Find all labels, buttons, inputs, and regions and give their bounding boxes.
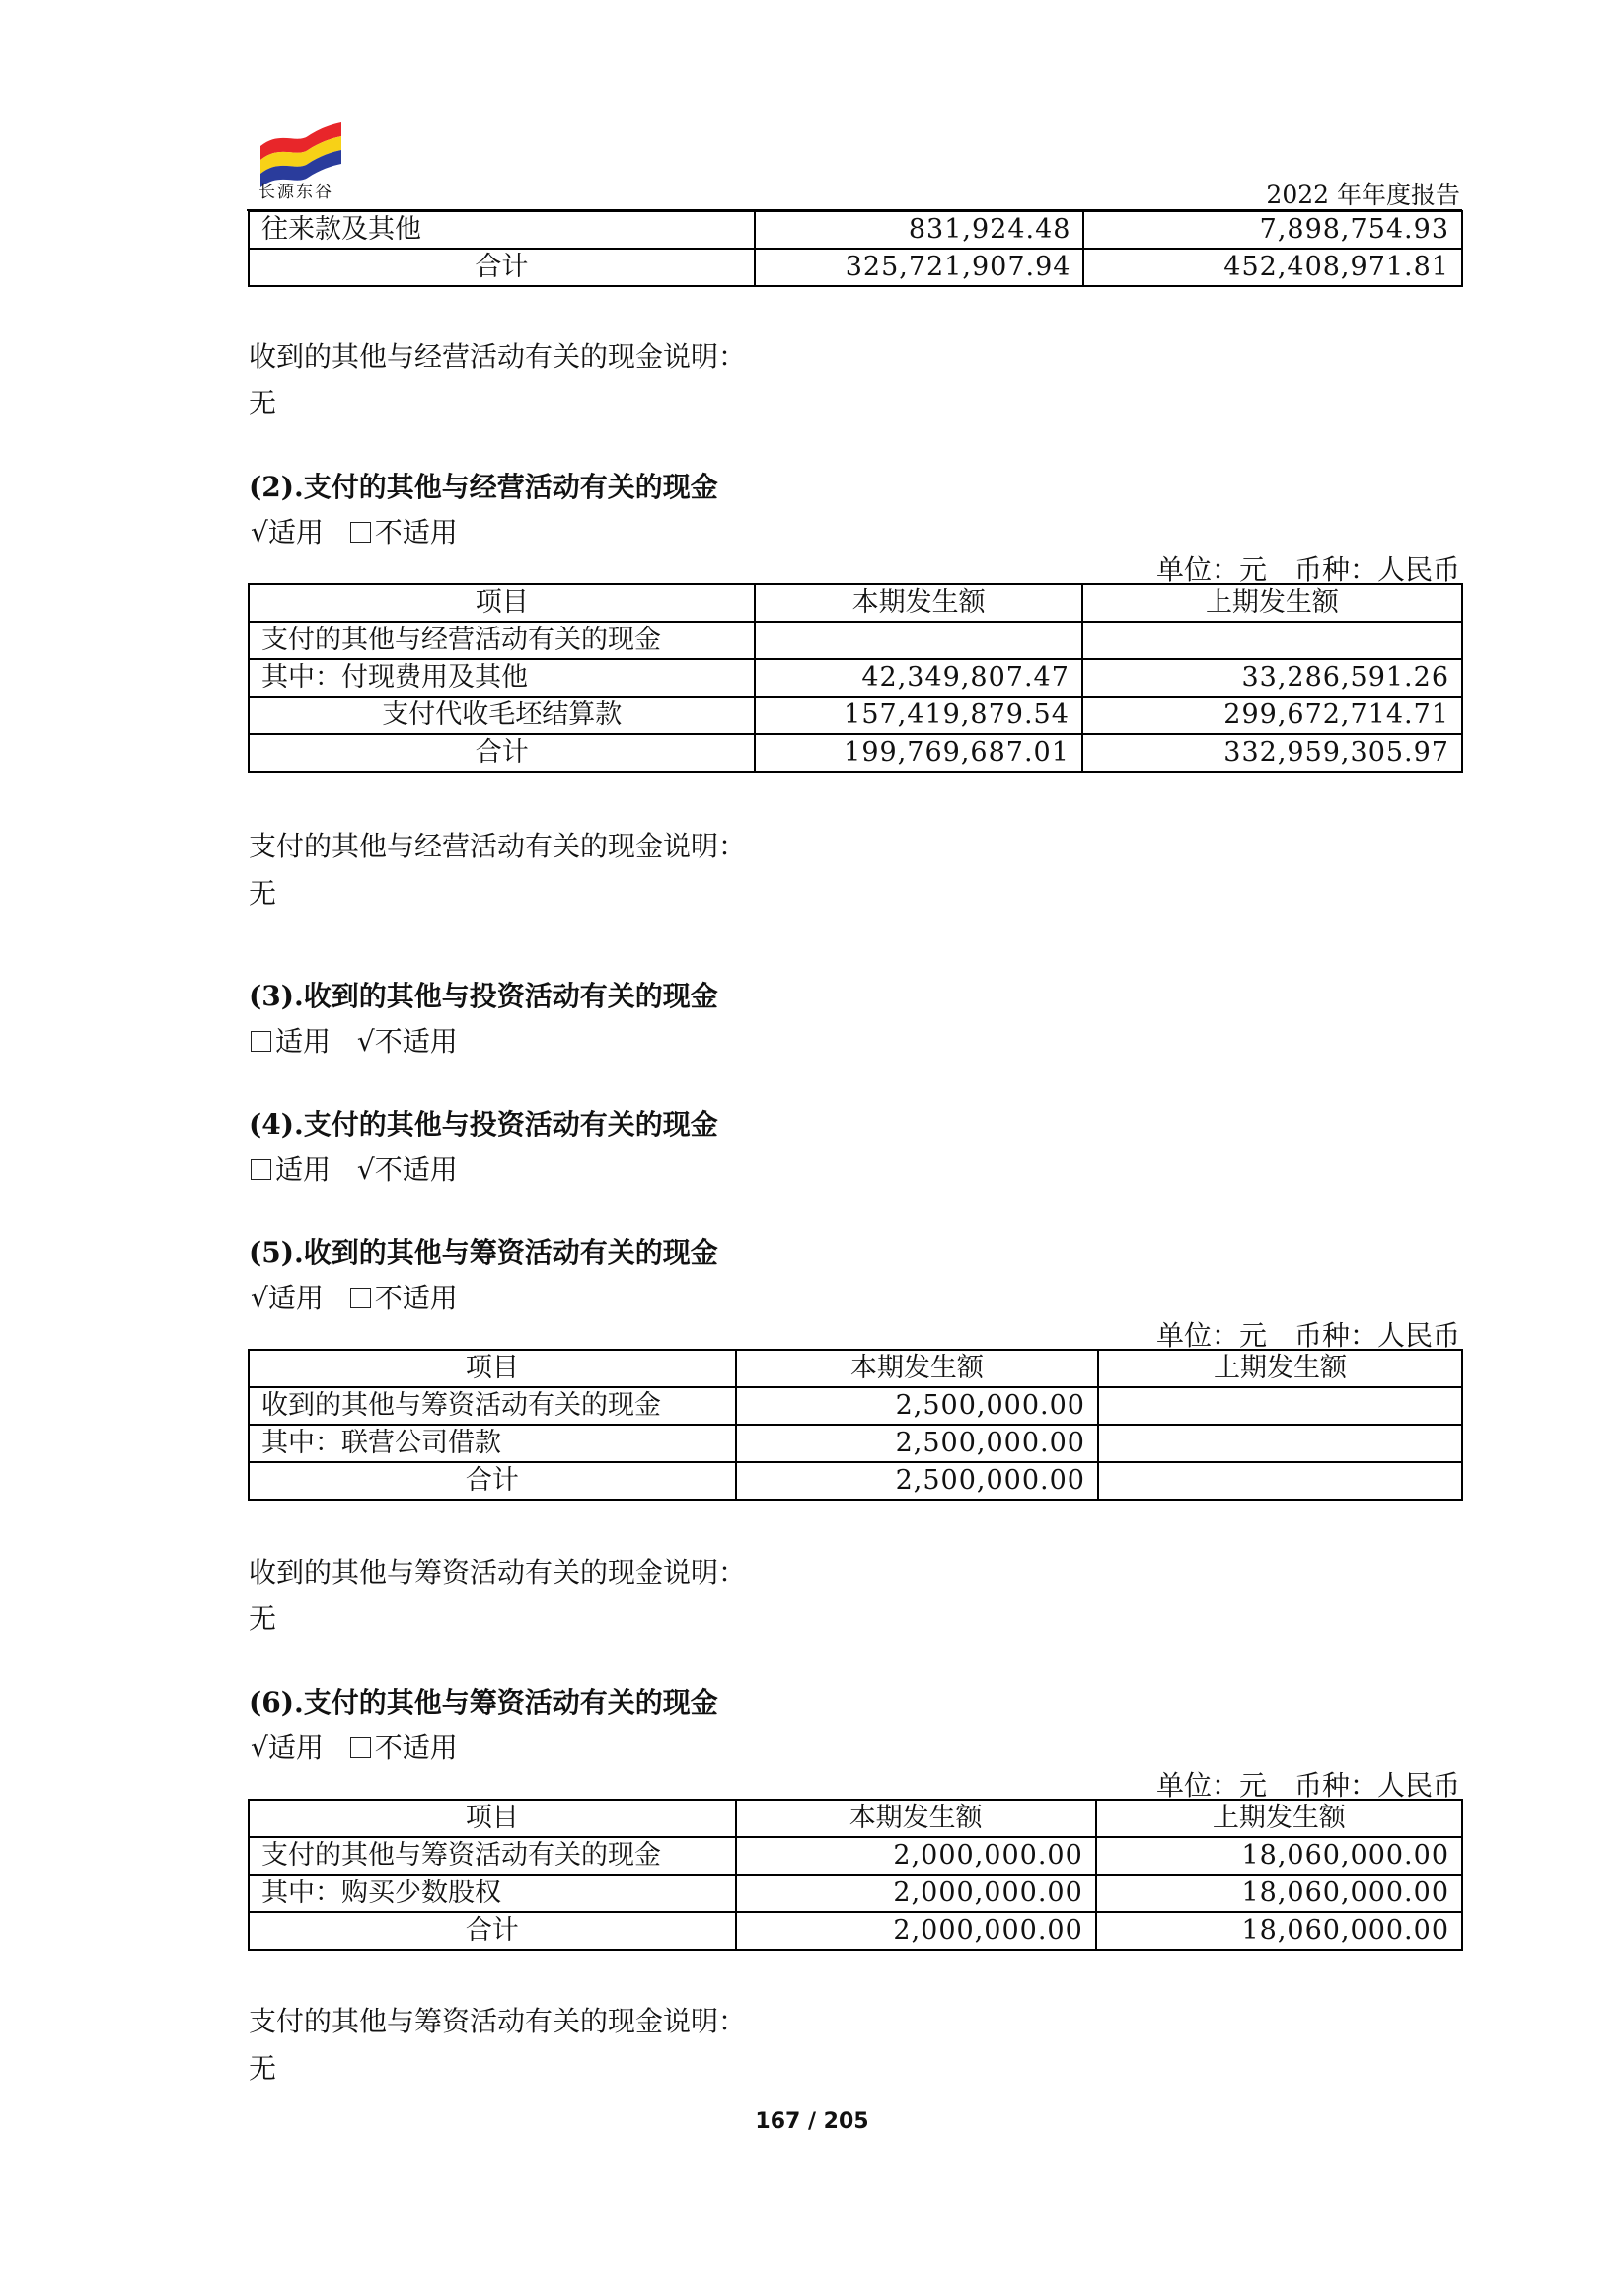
table-row <box>249 1462 1462 1500</box>
table-cell-previous: 332,959,305.97 <box>1082 734 1462 772</box>
table-cell-current <box>755 622 1081 659</box>
table-row <box>249 211 1462 249</box>
page-number: 167 / 205 <box>755 2109 869 2134</box>
table-cell-current: 2,000,000.00 <box>736 1837 1096 1875</box>
unit-currency-label: 单位：元 币种：人民币 <box>1155 553 1460 586</box>
column-header: 上期发生额 <box>1082 584 1462 622</box>
note-label: 收到的其他与筹资活动有关的现金说明： <box>249 1556 747 1588</box>
table-cell-current: 42,349,807.47 <box>755 659 1081 697</box>
table-cell-item: 合计 <box>249 249 755 286</box>
table-cell-previous: 33,286,591.26 <box>1082 659 1462 697</box>
column-header: 本期发生额 <box>736 1800 1096 1837</box>
option-label: 不适用 <box>374 516 458 549</box>
note-label: 支付的其他与经营活动有关的现金说明： <box>249 830 747 862</box>
table-row <box>249 734 1462 772</box>
note-value: 无 <box>249 877 277 910</box>
table-cell-item: 收到的其他与筹资活动有关的现金 <box>249 1387 736 1425</box>
table-row <box>249 697 1462 734</box>
section-heading: (6).支付的其他与筹资活动有关的现金 <box>249 1686 718 1719</box>
table-cell-current: 2,500,000.00 <box>736 1425 1098 1462</box>
check-icon: √ <box>356 1153 375 1186</box>
table-cell-current: 2,000,000.00 <box>736 1912 1096 1950</box>
column-header: 项目 <box>249 1800 736 1837</box>
option-label: 适用 <box>267 1282 324 1314</box>
table-row <box>249 659 1462 697</box>
check-icon: √ <box>356 1025 375 1058</box>
table-header-row <box>249 1350 1462 1387</box>
table-cell-item: 合计 <box>249 734 755 772</box>
table-cell-previous <box>1098 1462 1462 1500</box>
table-header-row <box>249 584 1462 622</box>
table-cell-previous: 18,060,000.00 <box>1096 1912 1462 1950</box>
checkbox-empty-icon <box>350 522 371 543</box>
table-row <box>249 1875 1462 1912</box>
check-icon: √ <box>251 1282 268 1314</box>
table-row <box>249 1387 1462 1425</box>
checkbox-empty-icon <box>350 1737 371 1758</box>
table-row <box>249 249 1462 286</box>
note-value: 无 <box>249 2052 277 2085</box>
applicability-options <box>251 1277 458 1316</box>
check-icon: √ <box>251 1732 268 1764</box>
column-header: 上期发生额 <box>1096 1800 1462 1837</box>
check-icon: √ <box>251 516 268 549</box>
table-cell-previous: 7,898,754.93 <box>1083 211 1462 249</box>
unit-currency-label: 单位：元 币种：人民币 <box>1155 1769 1460 1802</box>
option-label: 适用 <box>275 1025 332 1058</box>
note-value: 无 <box>249 1602 277 1635</box>
option-label: 不适用 <box>374 1153 458 1186</box>
section-heading: (2).支付的其他与经营活动有关的现金 <box>249 471 718 503</box>
report-title: 2022 年年度报告 <box>1266 181 1460 209</box>
checkbox-empty-icon <box>251 1031 271 1052</box>
table-cell-item: 其中：付现费用及其他 <box>249 659 755 697</box>
table-cell-item: 支付的其他与筹资活动有关的现金 <box>249 1837 736 1875</box>
applicability-options <box>251 1727 458 1766</box>
note-label: 支付的其他与筹资活动有关的现金说明： <box>249 2005 747 2037</box>
applicability-options <box>251 1148 458 1188</box>
note-label: 收到的其他与经营活动有关的现金说明： <box>249 340 747 373</box>
table-cell-item: 支付代收毛坯结算款 <box>249 697 755 734</box>
column-header: 本期发生额 <box>755 584 1081 622</box>
section-heading: (4).支付的其他与投资活动有关的现金 <box>249 1108 718 1141</box>
option-label: 不适用 <box>374 1282 458 1314</box>
column-header: 项目 <box>249 1350 736 1387</box>
table-cell-previous: 18,060,000.00 <box>1096 1837 1462 1875</box>
table-cell-current: 325,721,907.94 <box>755 249 1084 286</box>
unit-currency-label: 单位：元 币种：人民币 <box>1155 1319 1460 1352</box>
section-heading: (5).收到的其他与筹资活动有关的现金 <box>249 1236 718 1269</box>
table-cell-current: 2,500,000.00 <box>736 1387 1098 1425</box>
table-cell-current: 157,419,879.54 <box>755 697 1081 734</box>
table-cell-previous: 18,060,000.00 <box>1096 1875 1462 1912</box>
option-label: 适用 <box>267 1732 324 1764</box>
table-cell-item: 合计 <box>249 1912 736 1950</box>
table-cell-current: 2,500,000.00 <box>736 1462 1098 1500</box>
table-cell-item: 其中：联营公司借款 <box>249 1425 736 1462</box>
table-operating-received-continued <box>248 210 1463 287</box>
table-financing-received <box>248 1349 1463 1501</box>
column-header: 上期发生额 <box>1098 1350 1462 1387</box>
table-cell-item: 合计 <box>249 1462 736 1500</box>
table-cell-previous <box>1098 1425 1462 1462</box>
table-header-row <box>249 1800 1462 1837</box>
table-cell-item: 支付的其他与经营活动有关的现金 <box>249 622 755 659</box>
checkbox-empty-icon <box>350 1288 371 1308</box>
table-financing-paid <box>248 1799 1463 1951</box>
table-cell-item: 往来款及其他 <box>249 211 755 249</box>
table-cell-current: 831,924.48 <box>755 211 1084 249</box>
option-label: 不适用 <box>374 1025 458 1058</box>
table-cell-previous <box>1098 1387 1462 1425</box>
table-cell-current: 199,769,687.01 <box>755 734 1081 772</box>
table-cell-previous: 299,672,714.71 <box>1082 697 1462 734</box>
column-header: 本期发生额 <box>736 1350 1098 1387</box>
table-cell-previous: 452,408,971.81 <box>1083 249 1462 286</box>
option-label: 适用 <box>267 516 324 549</box>
note-value: 无 <box>249 387 277 419</box>
section-heading: (3).收到的其他与投资活动有关的现金 <box>249 980 718 1012</box>
table-cell-previous <box>1082 622 1462 659</box>
option-label: 适用 <box>275 1153 332 1186</box>
table-row <box>249 1912 1462 1950</box>
checkbox-empty-icon <box>251 1159 271 1180</box>
table-operating-paid <box>248 583 1463 773</box>
applicability-options <box>251 1020 458 1060</box>
table-row <box>249 1837 1462 1875</box>
table-row <box>249 622 1462 659</box>
table-row <box>249 1425 1462 1462</box>
column-header: 项目 <box>249 584 755 622</box>
table-cell-item: 其中：购买少数股权 <box>249 1875 736 1912</box>
table-cell-current: 2,000,000.00 <box>736 1875 1096 1912</box>
option-label: 不适用 <box>374 1732 458 1764</box>
logo-text: 长源东谷 <box>258 183 333 202</box>
applicability-options <box>251 511 458 551</box>
